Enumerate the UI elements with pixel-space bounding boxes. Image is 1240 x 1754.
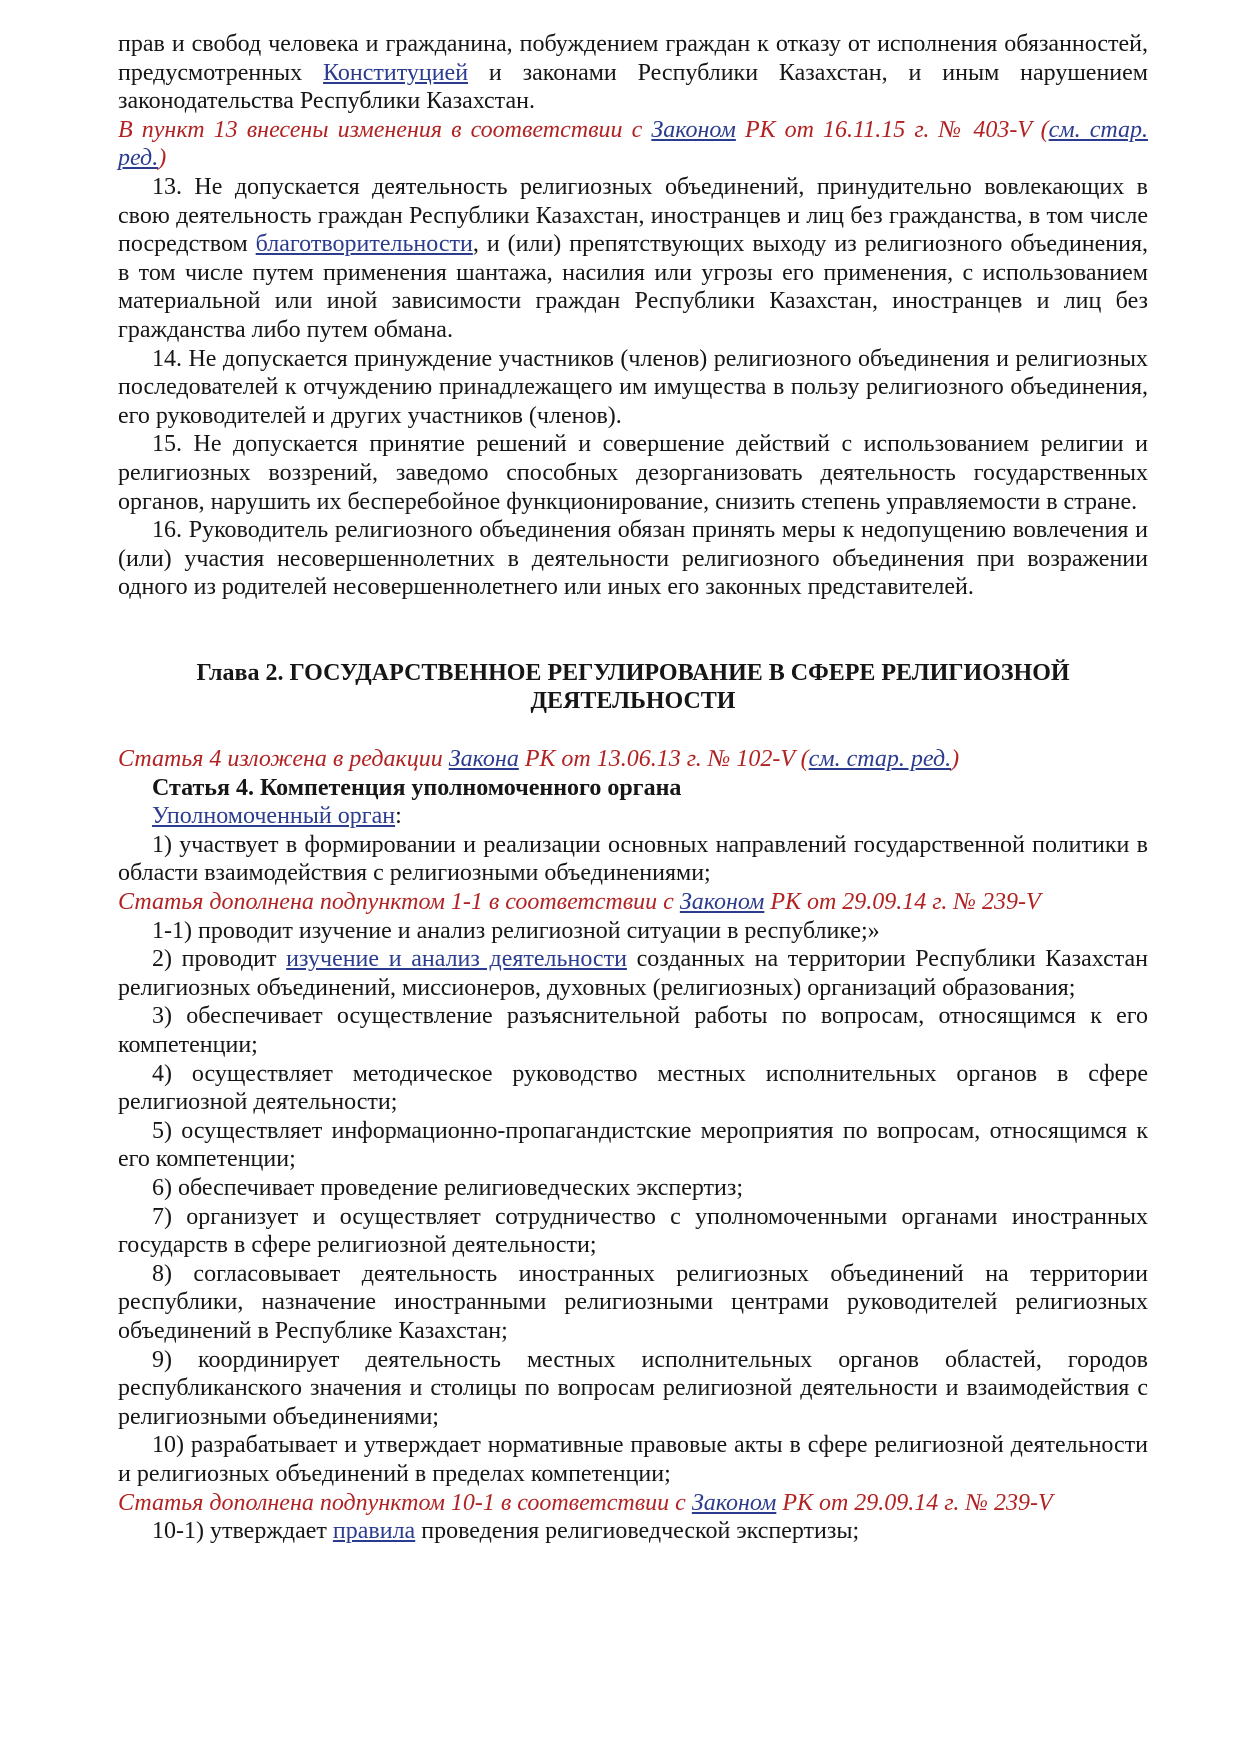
text-run: 1-1) проводит изучение и анализ религиозной ситуации в республике;» (152, 917, 880, 944)
article-4-title (118, 774, 1148, 803)
text-run: Статья дополнена подпунктом 1-1 в соответствии с (118, 889, 680, 916)
text-run: 3) обеспечивает осуществление разъяснительной работы по вопросам, относящимся к его компетенции; (118, 1003, 1148, 1058)
text-run: 7) организует и осуществляет сотрудничество с уполномоченными органами иностранных государств в сфере религиозной деятельности; (118, 1203, 1148, 1259)
text-run: РК от 16.11.15 г. № 403-V ( (735, 116, 1049, 143)
heading-text: Статья 4. Компетенция уполномоченного органа (152, 774, 682, 801)
list-item-2 (118, 945, 1148, 1002)
heading-text: Глава 2. ГОСУДАРСТВЕННОЕ РЕГУЛИРОВАНИЕ В СФЕРЕ РЕЛИГИОЗНОЙ ДЕЯТЕЛЬНОСТИ (196, 659, 1070, 715)
list-item-8 (118, 1260, 1148, 1346)
link-sm-star-red-102[interactable]: см. стар. ред. (808, 746, 952, 773)
text-run: Статья дополнена подпунктом 10-1 в соответствии с (118, 1489, 692, 1516)
amendment-note-point-13 (118, 116, 1148, 173)
paragraph-upolnomochennyy-organ (118, 802, 1148, 831)
link-zakon-239-b[interactable]: Законом (691, 1489, 777, 1516)
list-item-7 (118, 1203, 1148, 1260)
paragraph-16 (118, 516, 1148, 602)
link-konstitutsiya[interactable]: Конституцией (323, 59, 469, 86)
list-item-5 (118, 1117, 1148, 1174)
amendment-note-article-4 (118, 745, 1148, 774)
text-run: прав и свобод человека и гражданина, побуждением граждан к отказу от исполнения обязанностей, предусмотренных (118, 31, 1148, 86)
text-run: 14. Не допускается принуждение участников (членов) религиозного объединения и религиозных последователей к отчуждению принадлежащего им имущества в пользу религиозного объединения, его руководителей и других участников (членов). (118, 345, 1148, 429)
text-run: : (395, 803, 402, 830)
list-item-9 (118, 1346, 1148, 1432)
link-zakon-239-a[interactable]: Законом (679, 889, 765, 916)
list-item-1 (118, 831, 1148, 888)
text-run: Статья 4 изложена в редакции (118, 746, 449, 773)
text-run: ) (158, 145, 167, 172)
text-run: 16. Руководитель религиозного объединения обязан принять меры к недопущению вовлечения и (или) участия несовершеннолетних в деятельности религиозного объединения при возражении одного из родителей несовершеннолетнего или иных его законных представителей. (118, 517, 1148, 601)
text-run: 6) обеспечивает проведение религиоведческих экспертиз; (152, 1174, 744, 1201)
amendment-note-subpoint-10-1 (118, 1489, 1148, 1518)
link-blagotvoritelnost[interactable]: благотворительности (255, 231, 473, 258)
text-run: созданных на территории Республики Казахстан религиозных объединений, миссионеров, духовных (религиозных) организаций образования; (118, 946, 1149, 1001)
list-item-10-1 (118, 1517, 1148, 1546)
text-run: ) (951, 746, 960, 773)
list-item-4 (118, 1060, 1148, 1117)
text-run: 9) координирует деятельность местных исполнительных органов областей, городов республиканского значения и столицы по вопросам религиозной деятельности и взаимодействия с религиозными объединениями; (118, 1346, 1148, 1430)
text-run: 10) разрабатывает и утверждает нормативные правовые акты в сфере религиозной деятельности и религиозных объединений в пределах компетенции; (118, 1432, 1148, 1487)
paragraph-15 (118, 430, 1148, 516)
text-run: РК от 29.09.14 г. № 239-V (764, 889, 1041, 916)
text-run: 4) осуществляет методическое руководство местных исполнительных органов в сфере религиозной деятельности; (118, 1060, 1148, 1116)
text-run: 1) участвует в формировании и реализации основных направлений государственной политики в области взаимодействия с религиозными объединениями; (118, 831, 1148, 887)
paragraph-13 (118, 173, 1148, 345)
chapter-2-heading (153, 659, 1113, 716)
paragraph-continuation (118, 30, 1148, 116)
link-izuchenie-i-analiz[interactable]: изучение и анализ деятельности (286, 946, 627, 973)
link-pravila[interactable]: правила (332, 1518, 416, 1545)
text-run: 5) осуществляет информационно-пропагандистские мероприятия по вопросам, относящимся к его компетенции; (118, 1117, 1148, 1173)
list-item-1-1 (118, 917, 1148, 946)
list-item-6 (118, 1174, 1148, 1203)
text-run: проведения религиоведческой экспертизы; (415, 1518, 860, 1545)
text-run: РК от 13.06.13 г. № 102-V ( (518, 746, 809, 773)
link-zakon-102[interactable]: Закона (448, 746, 519, 773)
text-run: 10-1) утверждает (152, 1518, 333, 1545)
link-sm-star-red-403[interactable]: см. стар. ред. (118, 116, 1148, 172)
text-run: 15. Не допускается принятие решений и совершение действий с использованием религии и религиозных воззрений, заведомо способных дезорганизовать деятельность государственных органов, нарушить их бесперебойное функционирование, снизить степень управляемости в стране. (118, 431, 1148, 515)
text-run: РК от 29.09.14 г. № 239-V (776, 1489, 1053, 1516)
text-run: 8) согласовывает деятельность иностранных религиозных объединений на территории республики, назначение иностранными религиозными центрами руководителей религиозных объединений в Республике Казахстан; (118, 1260, 1148, 1344)
text-run: и законами Республики Казахстан, и иным нарушением законодательства Республики Казахстан. (118, 59, 1148, 115)
link-upolnomochennyy-organ[interactable]: Уполномоченный орган (152, 803, 396, 830)
text-run: 2) проводит (152, 946, 287, 973)
list-item-3 (118, 1002, 1148, 1059)
list-item-10 (118, 1431, 1148, 1488)
text-run: , и (или) препятствующих выходу из религиозного объединения, в том числе путем применения шантажа, насилия или угрозы его применения, с использованием материальной или иной зависимости граждан Республики Казахстан, иностранцев и лиц без гражданства либо путем обмана. (118, 231, 1149, 343)
text-run: В пункт 13 внесены изменения в соответствии с (118, 116, 652, 143)
amendment-note-subpoint-1-1 (118, 888, 1148, 917)
paragraph-14 (118, 345, 1148, 431)
text-run: 13. Не допускается деятельность религиозных объединений, принудительно вовлекающих в свою деятельность граждан Республики Казахстан, иностранцев и лиц без гражданства, в том числе посредством (118, 173, 1148, 258)
link-zakon-403[interactable]: Законом (651, 116, 736, 143)
